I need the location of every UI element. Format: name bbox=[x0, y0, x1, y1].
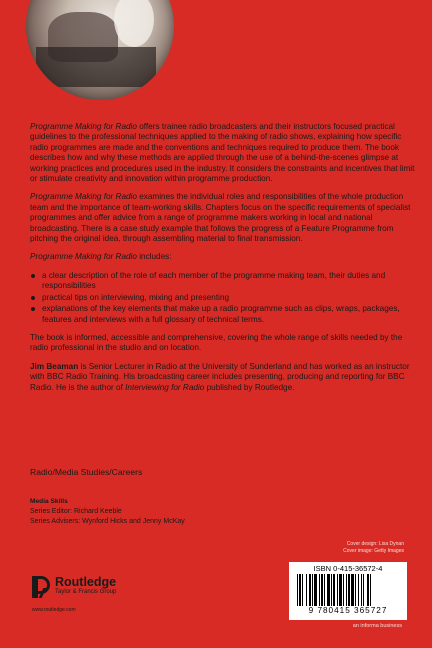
includes-body: includes: bbox=[136, 252, 172, 262]
book-title-italic: Programme Making for Radio bbox=[30, 192, 137, 202]
publisher-name: Routledge bbox=[55, 575, 117, 589]
cover-design-credit: Cover design: Lisa Dynan bbox=[346, 541, 404, 547]
includes-paragraph bbox=[30, 252, 416, 262]
barcode-bars bbox=[297, 574, 401, 606]
author-bio: is Senior Lecturer in Radio at the University of Sunderland and has worked as an instructor with BBC Radio Training. His broadcasting career includes presenting, producing and reporting for BBC Radio. He is the author of bbox=[30, 361, 410, 392]
cover-image-credit: Cover image: Getty Images bbox=[343, 548, 404, 554]
series-title: Media Skills bbox=[30, 498, 68, 505]
publisher-url: www.routledge.com bbox=[32, 607, 76, 613]
intro-paragraph bbox=[30, 122, 416, 184]
isbn-label: ISBN 0-415-36572-4 bbox=[313, 564, 383, 573]
list-item: practical tips on interviewing, mixing and presenting bbox=[40, 293, 416, 303]
features-list bbox=[30, 271, 416, 325]
author-bio-end: published by Routledge. bbox=[204, 382, 295, 392]
roles-body: examines the individual roles and responsibilities of the whole production team and the importance of team-working skills. Chapters focus on the specific requirements of specialist programmes and offer advice from a range of programme makers working in local and national broadcasting. There is a case study example that follows the progress of a Feature Programme from pitching the original idea, through assembling material to final transmission. bbox=[30, 192, 411, 244]
barcode-number: 9 780415 365727 bbox=[308, 606, 388, 615]
cover-credits bbox=[343, 541, 404, 555]
blurb-text bbox=[30, 122, 416, 401]
photo-highlight bbox=[114, 0, 154, 47]
series-editor: Series Editor: Richard Keeble bbox=[30, 508, 122, 515]
author-paragraph bbox=[30, 362, 416, 393]
series-advisers: Series Advisers: Wynford Hicks and Jenny McKay bbox=[30, 518, 185, 525]
publisher-logo bbox=[32, 576, 116, 598]
series-info bbox=[30, 497, 185, 527]
routledge-r-icon bbox=[32, 576, 50, 598]
book-title-italic: Programme Making for Radio bbox=[30, 252, 137, 262]
isbn-barcode bbox=[289, 562, 407, 620]
intro-body: offers trainee radio broadcasters and their instructors focused practical guidelines to the professional techniques applied to the making of radio shows, explaining how specific radio programmes are made and the conventions and techniques required to produce them. The book describes how and why these methods are applied through the use of a behind-the-scenes glimpse at working practices and procedures used in the industry. It considers the constraints and incentives that limit or stimulate creativity and innovation within programme production. bbox=[30, 122, 415, 184]
list-item: a clear description of the role of each member of the programme making team, their duties and responsibilities bbox=[40, 271, 416, 292]
summary-paragraph: The book is informed, accessible and comprehensive, covering the whole range of skills needed by the radio professional in the studio and on location. bbox=[30, 332, 403, 353]
informa-tagline: an informa business bbox=[352, 623, 402, 629]
roles-paragraph bbox=[30, 192, 416, 244]
list-item: explanations of the key elements that make up a radio programme such as clips, wraps, packages, features and interviews with a full glossary of technical terms. bbox=[40, 304, 416, 325]
book-title-italic: Programme Making for Radio bbox=[30, 122, 137, 131]
subject-category: Radio/Media Studies/Careers bbox=[30, 467, 143, 477]
publisher-wordmark bbox=[55, 576, 116, 596]
cover-photo-radio-presenter bbox=[26, 0, 174, 100]
photo-console bbox=[36, 47, 156, 87]
author-name: Jim Beaman bbox=[30, 361, 79, 371]
publisher-group: Taylor & Francis Group bbox=[55, 589, 117, 595]
author-other-book: Interviewing for Radio bbox=[125, 382, 205, 392]
